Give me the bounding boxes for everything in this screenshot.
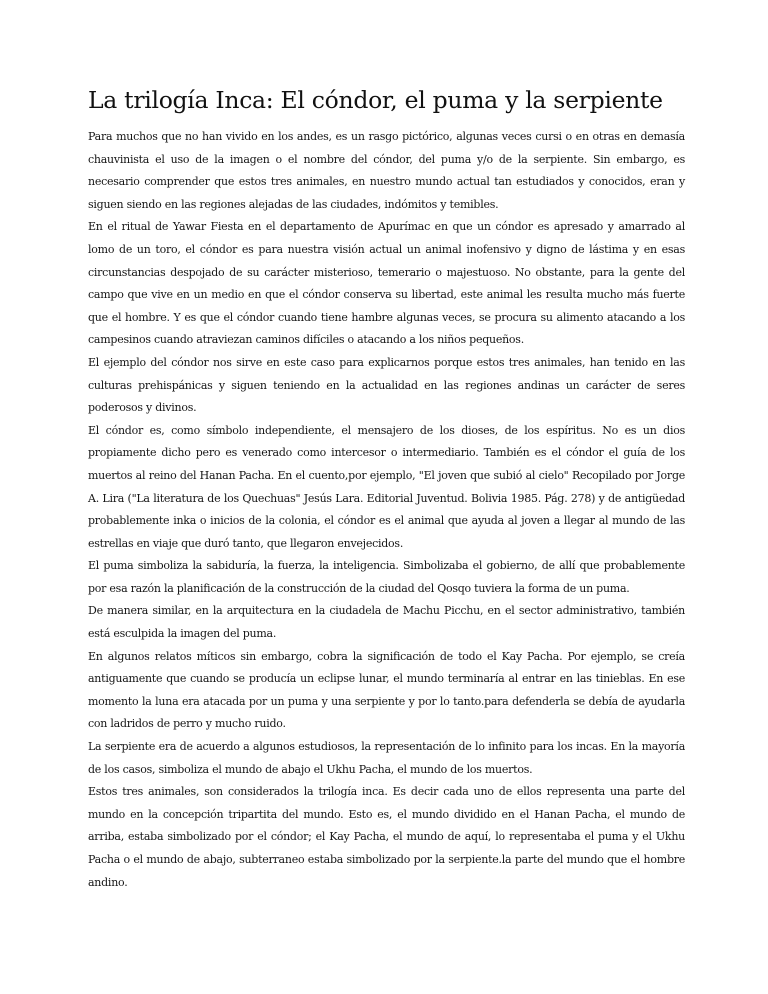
paragraph-condor-example: El ejemplo del cóndor nos sirve en este caso para explicarnos porque estos tres animales, han tenido en las culturas prehispánicas y siguen teniendo en la actualidad en las regiones andinas un carácter de seres poderosos y divinos. — [88, 355, 685, 415]
paragraph-puma-symbol: El puma simboliza la sabiduría, la fuerza, la inteligencia. Simbolizaba el gobierno, de allí que probablemente por esa razón la planificación de la construcción de la ciudad del Qosqo tuviera la forma de un puma. — [88, 559, 685, 595]
paragraph-condor-symbol: El cóndor es, como símbolo independiente, el mensajero de los dioses, de los espíritus. No es un dios propiamente dicho pero es venerado como intercesor o intermediario. También es el cóndor el guía de los muertos al reino del Hanan Pacha. En el cuento,por ejemplo, "El joven que subió al cielo" Recopilado por Jorge A. Lira ("La literatura de los Quechuas" Jesús Lara. Editorial Juventud. Bolivia 1985. Pág. 278) y de antigüedad probablemente inka o inicios de la colonia, el cóndor es el animal que ayuda al joven a llegar al mundo de las estrellas en viaje que duró tanto, que llegaron envejecidos. — [88, 423, 685, 550]
paragraph-eclipse-myth: En algunos relatos míticos sin embargo, cobra la significación de todo el Kay Pacha. Por ejemplo, se creía antiguamente que cuando se producía un eclipse lunar, el mundo terminaría al entrar en las tinieblas. En ese momento la luna era atacada por un puma y una serpiente y por lo tanto.para defenderla se debía de ayudarla con ladridos de perro y mucho ruido. — [88, 649, 685, 731]
paragraph-serpiente: La serpiente era de acuerdo a algunos estudiosos, la representación de lo infinito para los incas. En la mayoría de los casos, simboliza el mundo de abajo el Ukhu Pacha, el mundo de los muertos. — [88, 740, 685, 776]
paragraph-machu-picchu: De manera similar, en la arquitectura en la ciudadela de Machu Picchu, en el sector administrativo, también está esculpida la imagen del puma. — [88, 604, 685, 641]
paragraph-trilogia: Estos tres animales, son considerados la trilogía inca. Es decir cada uno de ellos representa una parte del mundo en la concepción tripartita del mundo. Esto es, el mundo dividido en el Hanan Pacha, el mundo de arriba, estaba simbolizado por el cóndor; el Kay Pacha, el mundo de aquí, lo representaba el puma y el Ukhu Pacha o el mundo de abajo, subterraneo estaba simbolizado por la serpiente.la parte del mundo que el hombre andino. — [88, 785, 685, 889]
document-page — [88, 86, 685, 894]
paragraph-intro: Para muchos que no han vivido en los andes, es un rasgo pictórico, algunas veces cursi o en otras en demasía chauvinista el uso de la imagen o el nombre del cóndor, del puma y/o de la serpiente. Sin embargo, es necesario comprender que estos tres animales, en nuestro mundo actual tan estudiados y conocidos, eran y siguen siendo en las regiones alejadas de las ciudades, indómitos y temibles. — [88, 130, 685, 211]
document-title: La trilogía Inca: El cóndor, el puma y la serpiente — [88, 86, 663, 114]
paragraph-yawar-fiesta: En el ritual de Yawar Fiesta en el departamento de Apurímac en que un cóndor es apresado y amarrado al lomo de un toro, el cóndor es para nuestra visión actual un animal inofensivo y digno de lástima y en esas circunstancias despojado de su carácter misterioso, temerario o majestuoso. No obstante, para la gente del campo que vive en un medio en que el cóndor conserva su libertad, este animal les resulta mucho más fuerte que el hombre. Y es que el cóndor cuando tiene hambre algunas veces, se procura su alimento atacando a los campesinos cuando atraviezan caminos difíciles o atacando a los niños pequeños. — [88, 220, 685, 347]
